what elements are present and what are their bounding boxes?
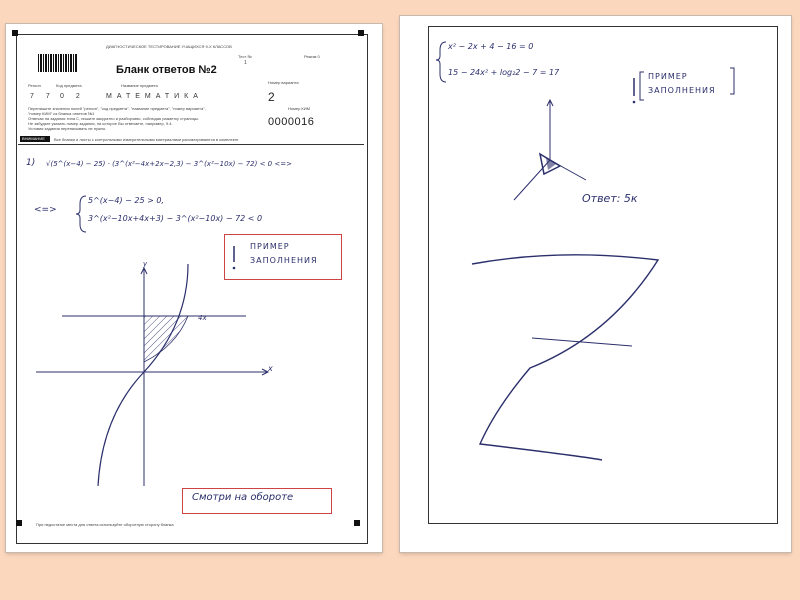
answer-form-back: [400, 16, 791, 552]
instruction-line: Отвечая на задания типа С, пишите аккуратно и разборчиво, соблюдая разметку страницы.: [28, 116, 200, 121]
variant-value: 2: [268, 90, 275, 104]
graph-point-label: 4x: [198, 314, 207, 322]
stamp-line-1: ПРИМЕР: [648, 72, 688, 81]
warning-text: Все бланки и листы с контрольными измерительными материалами рассматриваются в комплекте: [54, 137, 239, 142]
inequality: √(5^(x−4) − 25) · (3^(x²−4x+2x−2,3) − 3^(x²−10x) − 72) < 0 <=>: [46, 160, 292, 168]
instruction-line: "номер КИМ" из бланка ответов №1: [28, 111, 95, 116]
answer-form-front: [6, 24, 382, 552]
z-cross-out-mark: [472, 255, 658, 460]
task-number: 1): [26, 158, 36, 168]
subject-code-value: 0 2: [60, 93, 85, 100]
stamp-bracket-right: [730, 68, 734, 94]
handwritten-drawings: [400, 16, 791, 552]
footer-text: При недостатке места для ответа используйте оборотную сторону бланка: [36, 522, 174, 527]
stamp-bracket-left: [640, 72, 644, 100]
z-middle-stroke: [532, 338, 632, 346]
kim-value: 0000016: [268, 116, 315, 128]
system-line-1: x² − 2x + 4 − 16 = 0: [448, 42, 534, 51]
graph-hatched-region: [144, 316, 188, 362]
test-number: 1: [244, 60, 247, 66]
axis-y: [514, 160, 550, 200]
handwritten-drawings: [6, 24, 382, 552]
system-line-2: 3^(x²−10x+4x+3) − 3^(x²−10x) − 72 < 0: [88, 214, 263, 223]
instruction-line: Перепишите значения полей "регион", "код предмета", "название предмета", "номер варианта",: [28, 106, 206, 111]
subject-name-value: МАТЕМАТИКА: [106, 93, 203, 100]
stamp-line-1: ПРИМЕР: [250, 242, 290, 251]
instruction-line: Не забудьте указать номер задания, на которое Вы отвечаете, например, 9.4.: [28, 121, 173, 126]
warning-label: ВНИМАНИЕ: [22, 136, 45, 141]
stamp-exclamation-dot: [633, 101, 636, 104]
instruction-line: Условия задания переписывать не нужно.: [28, 126, 107, 131]
stamp-line-2: ЗАПОЛНЕНИЯ: [250, 256, 318, 265]
answer: Ответ: 5к: [582, 192, 638, 205]
kim-label: Номер КИМ: [288, 106, 310, 111]
graph-axis-x: x: [268, 364, 273, 373]
turn-over-note: Смотри на обороте: [192, 492, 294, 503]
stamp-line-2: ЗАПОЛНЕНИЯ: [648, 86, 716, 95]
system-brace: [76, 196, 86, 232]
subject-name-label: Название предмета: [121, 83, 158, 88]
variant-label: Номер варианта: [268, 80, 299, 85]
version-label: Режим 0: [304, 54, 320, 59]
subject-code-label: Код предмета: [56, 83, 82, 88]
test-label: Тест №: [238, 54, 252, 59]
stamp-exclamation-dot: [233, 267, 236, 270]
graph-curve: [98, 264, 188, 486]
system-line-1: 5^(x−4) − 25 > 0,: [88, 196, 164, 205]
system-brace: [436, 42, 446, 82]
header-line: ДИАГНОСТИЧЕСКОЕ ТЕСТИРОВАНИЕ УЧАЩИХСЯ 9-Х КЛАССОВ: [106, 44, 232, 49]
region-value: 7 7: [30, 93, 55, 100]
region-label: Регион: [28, 83, 41, 88]
system-arrow: <=>: [34, 205, 57, 215]
graph-axis-y: y: [143, 260, 148, 268]
system-line-2: 15 − 24x² + log₂2 − 7 = 17: [448, 68, 560, 77]
form-title: Бланк ответов №2: [116, 64, 217, 76]
